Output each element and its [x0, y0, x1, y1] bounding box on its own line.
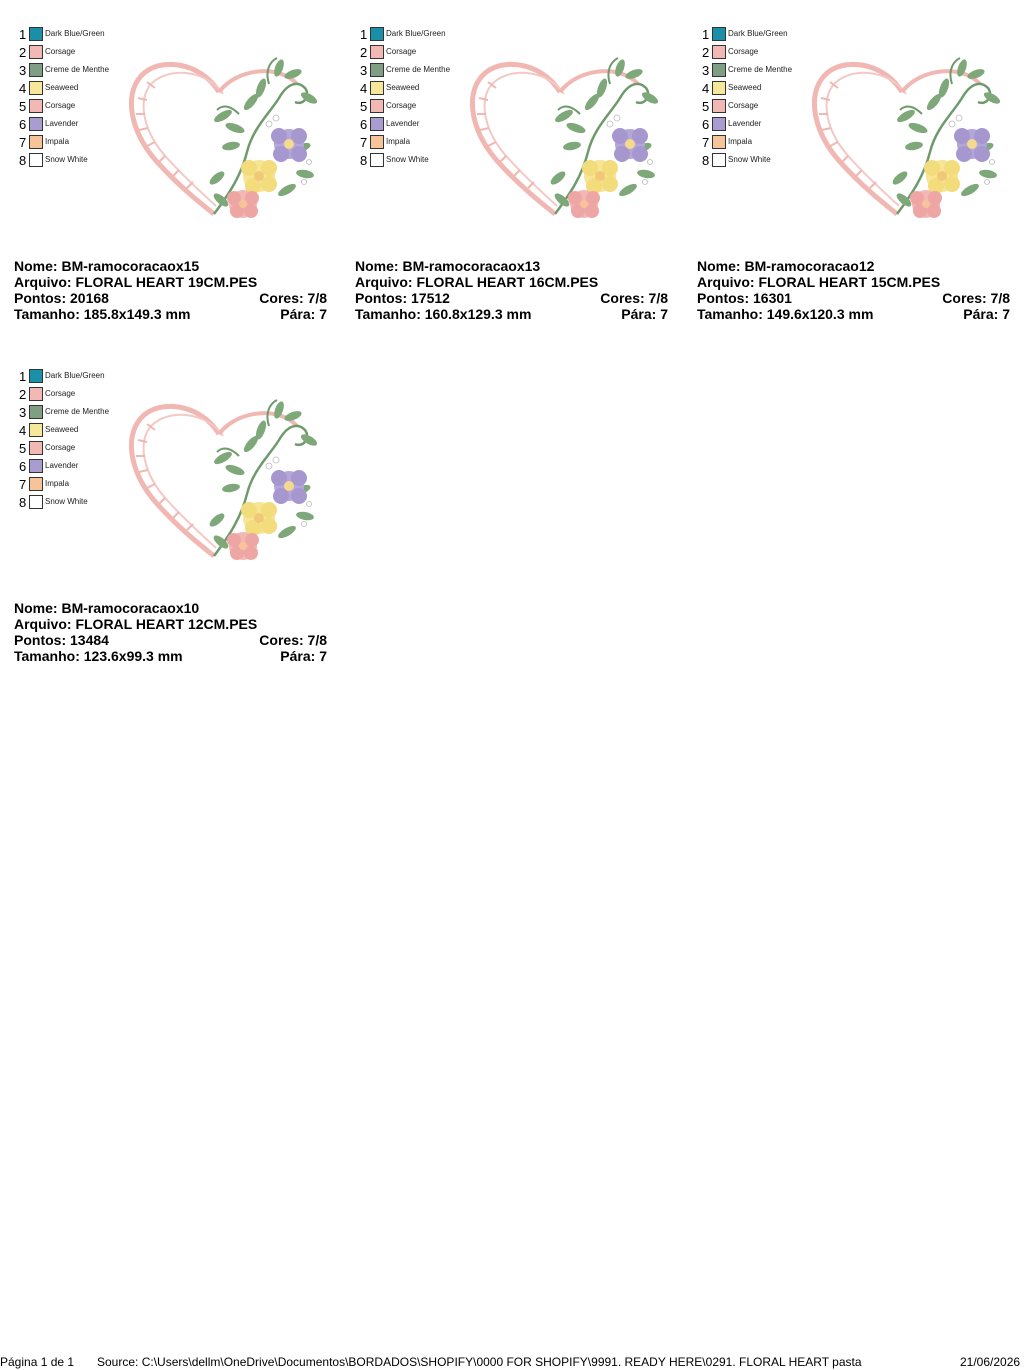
legend-color-name: Snow White [45, 155, 88, 164]
color-swatch [712, 45, 726, 59]
stitch-count: 16301 [753, 290, 792, 306]
legend-item [19, 62, 129, 80]
legend-item [702, 98, 812, 116]
colors-label: Cores: [942, 290, 991, 306]
legend-item [19, 386, 129, 404]
legend-color-name: Impala [386, 137, 411, 146]
source-path: Source: C:\Users\dellm\OneDrive\Documentos\BORDADOS\SHOPIFY\0000 FOR SHOPIFY\9991. READY HERE\0291. FLORAL HEART pasta [97, 1355, 862, 1369]
stitch-count: 13484 [70, 632, 109, 648]
colors-info [259, 290, 327, 306]
legend-number: 1 [19, 27, 27, 42]
file-label: Arquivo: [697, 274, 759, 290]
legend-color-name: Snow White [386, 155, 429, 164]
legend-item [19, 152, 129, 170]
legend-item [702, 44, 812, 62]
stitches-label: Pontos: [14, 290, 70, 306]
design-file-row [355, 274, 668, 290]
color-swatch [29, 477, 43, 491]
legend-number: 6 [19, 459, 27, 474]
legend-item [702, 62, 812, 80]
legend-item [19, 440, 129, 458]
legend-color-name: Creme de Menthe [386, 65, 451, 74]
color-swatch [29, 495, 43, 509]
legend-number: 1 [360, 27, 368, 42]
name-label: Nome: [355, 258, 403, 274]
name-label: Nome: [14, 600, 62, 616]
color-swatch [29, 63, 43, 77]
legend-color-name: Snow White [728, 155, 771, 164]
legend-number: 3 [19, 405, 27, 420]
stops-info [280, 306, 327, 322]
legend-color-name: Corsage [728, 101, 759, 110]
color-swatch [29, 99, 43, 113]
legend-number: 3 [702, 63, 710, 78]
colors-info [600, 290, 668, 306]
legend-item [702, 26, 812, 44]
legend-item [19, 98, 129, 116]
legend-color-name: Corsage [45, 47, 76, 56]
legend-color-name: Impala [45, 479, 70, 488]
color-swatch [712, 81, 726, 95]
color-swatch [370, 117, 384, 131]
colors-value: 7/8 [307, 290, 327, 306]
color-swatch [29, 441, 43, 455]
color-swatch [370, 153, 384, 167]
color-swatch [712, 99, 726, 113]
design-name: BM-ramocoracaox13 [402, 258, 541, 274]
size-value: 160.8x129.3 mm [424, 306, 532, 322]
legend-color-name: Corsage [45, 443, 76, 452]
legend-number: 5 [19, 441, 27, 456]
design-preview [119, 396, 324, 561]
legend-number: 3 [19, 63, 27, 78]
name-label: Nome: [14, 258, 62, 274]
color-swatch [370, 81, 384, 95]
stops-value: 7 [319, 648, 327, 664]
color-swatch [29, 423, 43, 437]
legend-number: 8 [19, 153, 27, 168]
legend-number: 4 [19, 81, 27, 96]
floral-heart-design-image [460, 54, 665, 219]
stitches-row [14, 632, 327, 648]
design-info [355, 258, 668, 322]
color-swatch [29, 459, 43, 473]
design-file: FLORAL HEART 15CM.PES [758, 274, 941, 290]
legend-number: 7 [19, 477, 27, 492]
legend-color-name: Seaweed [45, 425, 79, 434]
legend-number: 6 [360, 117, 368, 132]
legend-item [702, 152, 812, 170]
colors-label: Cores: [600, 290, 649, 306]
color-swatch [29, 81, 43, 95]
legend-item [360, 44, 470, 62]
floral-heart-design-image [119, 54, 324, 219]
legend-number: 4 [702, 81, 710, 96]
stitches-label: Pontos: [14, 632, 70, 648]
stitches-row [14, 290, 327, 306]
size-label: Tamanho: [697, 306, 767, 322]
legend-color-name: Dark Blue/Green [45, 29, 105, 38]
legend-item [702, 116, 812, 134]
floral-heart-design-image [802, 54, 1007, 219]
color-swatch [29, 405, 43, 419]
size-row [14, 648, 327, 664]
legend-color-name: Corsage [386, 101, 417, 110]
design-name: BM-ramocoracaox15 [61, 258, 200, 274]
legend-item [19, 134, 129, 152]
size-label: Tamanho: [14, 648, 84, 664]
legend-color-name: Lavender [45, 119, 79, 128]
design-name: BM-ramocoracao12 [744, 258, 875, 274]
legend-number: 8 [19, 495, 27, 510]
legend-color-name: Dark Blue/Green [45, 371, 105, 380]
legend-item [360, 80, 470, 98]
stops-label: Pára: [963, 306, 1003, 322]
legend-color-name: Snow White [45, 497, 88, 506]
legend-number: 1 [19, 369, 27, 384]
design-preview [802, 54, 1007, 219]
color-swatch [29, 387, 43, 401]
colors-value: 7/8 [307, 632, 327, 648]
legend-number: 5 [19, 99, 27, 114]
legend-number: 2 [360, 45, 368, 60]
legend-item [360, 26, 470, 44]
stitches-row [697, 290, 1010, 306]
color-swatch [712, 117, 726, 131]
colors-value: 7/8 [648, 290, 668, 306]
legend-color-name: Creme de Menthe [45, 407, 110, 416]
design-info [697, 258, 1010, 322]
legend-number: 6 [19, 117, 27, 132]
design-file: FLORAL HEART 19CM.PES [75, 274, 258, 290]
color-swatch [29, 117, 43, 131]
legend-number: 5 [702, 99, 710, 114]
size-row [355, 306, 668, 322]
design-name-row [14, 258, 327, 274]
legend-color-name: Lavender [728, 119, 762, 128]
legend-color-name: Creme de Menthe [728, 65, 793, 74]
color-swatch [712, 63, 726, 77]
legend-item [19, 494, 129, 512]
stitch-count: 17512 [411, 290, 450, 306]
colors-label: Cores: [259, 632, 308, 648]
legend-number: 2 [702, 45, 710, 60]
legend-number: 7 [360, 135, 368, 150]
color-swatch [370, 135, 384, 149]
color-swatch [29, 45, 43, 59]
stitches-label: Pontos: [697, 290, 753, 306]
design-file-row [697, 274, 1010, 290]
legend-item [19, 422, 129, 440]
color-swatch [370, 27, 384, 41]
legend-item [702, 134, 812, 152]
colors-value: 7/8 [990, 290, 1010, 306]
page-number: Página 1 de 1 [0, 1355, 75, 1369]
legend-number: 4 [360, 81, 368, 96]
design-name-row [355, 258, 668, 274]
size-value: 149.6x120.3 mm [766, 306, 874, 322]
stitches-row [355, 290, 668, 306]
color-swatch [712, 153, 726, 167]
legend-item [360, 98, 470, 116]
legend-item [19, 116, 129, 134]
print-date: 21/06/2026 [960, 1355, 1021, 1369]
colors-label: Cores: [259, 290, 308, 306]
stops-info [963, 306, 1010, 322]
stops-label: Pára: [621, 306, 661, 322]
colors-info [942, 290, 1010, 306]
color-swatch [29, 369, 43, 383]
stops-value: 7 [319, 306, 327, 322]
legend-number: 8 [702, 153, 710, 168]
legend-item [19, 26, 129, 44]
legend-number: 5 [360, 99, 368, 114]
legend-number: 6 [702, 117, 710, 132]
legend-color-name: Seaweed [45, 83, 79, 92]
legend-color-name: Corsage [386, 47, 417, 56]
stops-value: 7 [660, 306, 668, 322]
design-info [14, 600, 327, 664]
size-value: 185.8x149.3 mm [83, 306, 191, 322]
legend-color-name: Lavender [45, 461, 79, 470]
page-footer [0, 1354, 1024, 1370]
file-label: Arquivo: [14, 616, 76, 632]
design-file: FLORAL HEART 16CM.PES [416, 274, 599, 290]
design-preview [460, 54, 665, 219]
legend-number: 7 [19, 135, 27, 150]
size-label: Tamanho: [355, 306, 425, 322]
design-name-row [14, 600, 327, 616]
legend-color-name: Seaweed [728, 83, 762, 92]
stitch-count: 20168 [70, 290, 109, 306]
size-row [697, 306, 1010, 322]
legend-number: 3 [360, 63, 368, 78]
legend-color-name: Impala [728, 137, 753, 146]
color-swatch [370, 63, 384, 77]
legend-item [702, 80, 812, 98]
design-card [355, 26, 675, 356]
color-swatch [370, 45, 384, 59]
design-card [14, 368, 334, 698]
design-card [697, 26, 1017, 356]
legend-number: 4 [19, 423, 27, 438]
legend-item [360, 116, 470, 134]
color-swatch [712, 135, 726, 149]
color-swatch [370, 99, 384, 113]
legend-number: 2 [19, 387, 27, 402]
legend-color-name: Corsage [728, 47, 759, 56]
stops-info [280, 648, 327, 664]
color-swatch [29, 27, 43, 41]
design-file: FLORAL HEART 12CM.PES [75, 616, 258, 632]
file-label: Arquivo: [14, 274, 76, 290]
colors-info [259, 632, 327, 648]
legend-item [19, 368, 129, 386]
legend-color-name: Seaweed [386, 83, 420, 92]
color-swatch [29, 135, 43, 149]
stops-info [621, 306, 668, 322]
legend-number: 1 [702, 27, 710, 42]
legend-item [19, 476, 129, 494]
legend-color-name: Lavender [386, 119, 420, 128]
legend-item [19, 80, 129, 98]
legend-item [360, 152, 470, 170]
design-card [14, 26, 334, 356]
design-file-row [14, 274, 327, 290]
floral-heart-design-image [119, 396, 324, 561]
design-name: BM-ramocoracaox10 [61, 600, 200, 616]
legend-item [19, 404, 129, 422]
design-file-row [14, 616, 327, 632]
legend-item [360, 62, 470, 80]
design-info [14, 258, 327, 322]
legend-color-name: Creme de Menthe [45, 65, 110, 74]
legend-number: 8 [360, 153, 368, 168]
legend-item [19, 44, 129, 62]
legend-color-name: Corsage [45, 101, 76, 110]
size-value: 123.6x99.3 mm [83, 648, 183, 664]
stops-value: 7 [1002, 306, 1010, 322]
design-name-row [697, 258, 1010, 274]
stitches-label: Pontos: [355, 290, 411, 306]
legend-number: 2 [19, 45, 27, 60]
legend-item [360, 134, 470, 152]
size-row [14, 306, 327, 322]
stops-label: Pára: [280, 648, 320, 664]
legend-color-name: Dark Blue/Green [728, 29, 788, 38]
name-label: Nome: [697, 258, 745, 274]
legend-color-name: Impala [45, 137, 70, 146]
legend-number: 7 [702, 135, 710, 150]
legend-color-name: Dark Blue/Green [386, 29, 446, 38]
legend-item [19, 458, 129, 476]
color-swatch [712, 27, 726, 41]
legend-color-name: Corsage [45, 389, 76, 398]
size-label: Tamanho: [14, 306, 84, 322]
file-label: Arquivo: [355, 274, 417, 290]
color-swatch [29, 153, 43, 167]
design-preview [119, 54, 324, 219]
stops-label: Pára: [280, 306, 320, 322]
